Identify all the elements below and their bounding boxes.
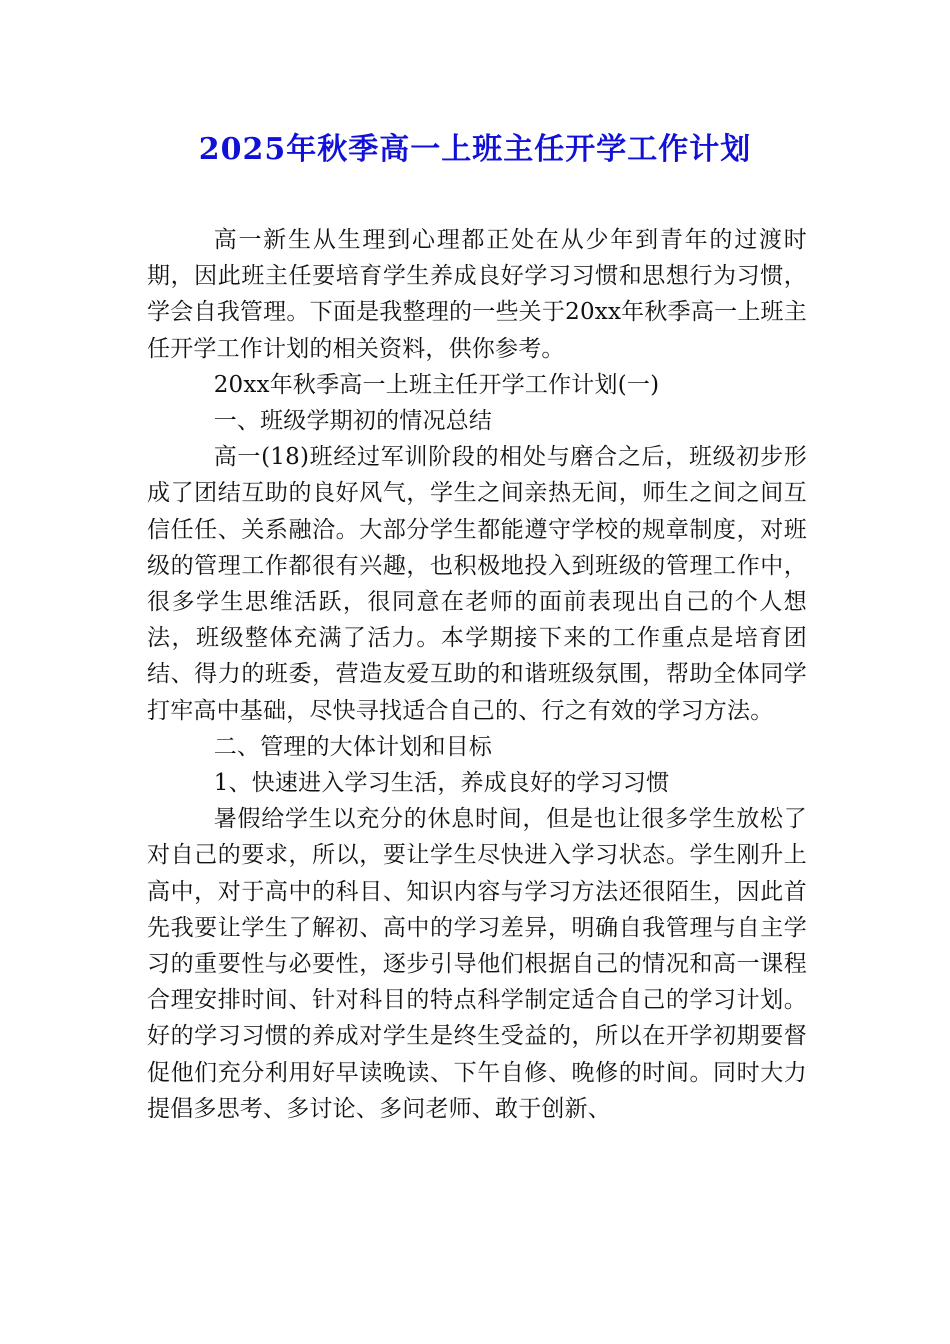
subsection-heading-1: 1、快速进入学习生活，养成良好的学习习惯 (213, 770, 670, 797)
plan-subtitle: 20xx年秋季高一上班主任开学工作计划(一) (213, 371, 660, 398)
body-paragraph: 高一(18)班经过军训阶段的相处与磨合之后，班级初步形成了团结互助的良好风气，学生之间亲热无间，师生之间之间互信任任、关系融洽。大部分学生都能遵守学校的规章制度，对班级的管理工作都很有兴趣，也积极地投入到班级的管理工作中， 很多学生思维活跃，很同意在老师的面前表现出自己的个人想法，班级整体充满了活力。本学期接下来的工作重点是培育团结、得力的班委，营造友爱互助的和谐班级氛围，帮助全体同学打牢高中基础，尽快寻找适合自己的、行之有效的学习方法。 (147, 444, 807, 724)
section-heading-1: 一、班级学期初的情况总结 (213, 408, 493, 435)
document-title: 2025年秋季高一上班主任开学工作计划 (198, 132, 752, 167)
document-body (147, 222, 807, 1127)
body-paragraph: 暑假给学生以充分的休息时间，但是也让很多学生放松了对自己的要求，所以，要让学生尽快进入学习状态。学生刚升上高中，对于高中的科目、知识内容与学习方法还很陌生，因此首先我要让学生了解初、高中的学习差异，明确自我管理与自主学习的重要性与必要性，逐步引导他们根据自己的情况和高一课程合理安排时间、针对科目的特点科学制定适合自己的学习计划。好的学习习惯的养成对学生是终生受益的，所以在开学初期要督促他们充分利用好早读晚读、下午自修、晚修的时间。同时大力提倡多思考、多讨论、多问老师、敢于创新、 (147, 806, 807, 1122)
intro-paragraph: 高一新生从生理到心理都正处在从少年到青年的过渡时期，因此班主任要培育学生养成良好学习习惯和思想行为习惯，学会自我管理。下面是我整理的一些关于20xx年秋季高一上班主任开学工作计划的相关资料，供你参考。 (147, 227, 807, 362)
section-heading-2: 二、管理的大体计划和目标 (213, 733, 493, 760)
